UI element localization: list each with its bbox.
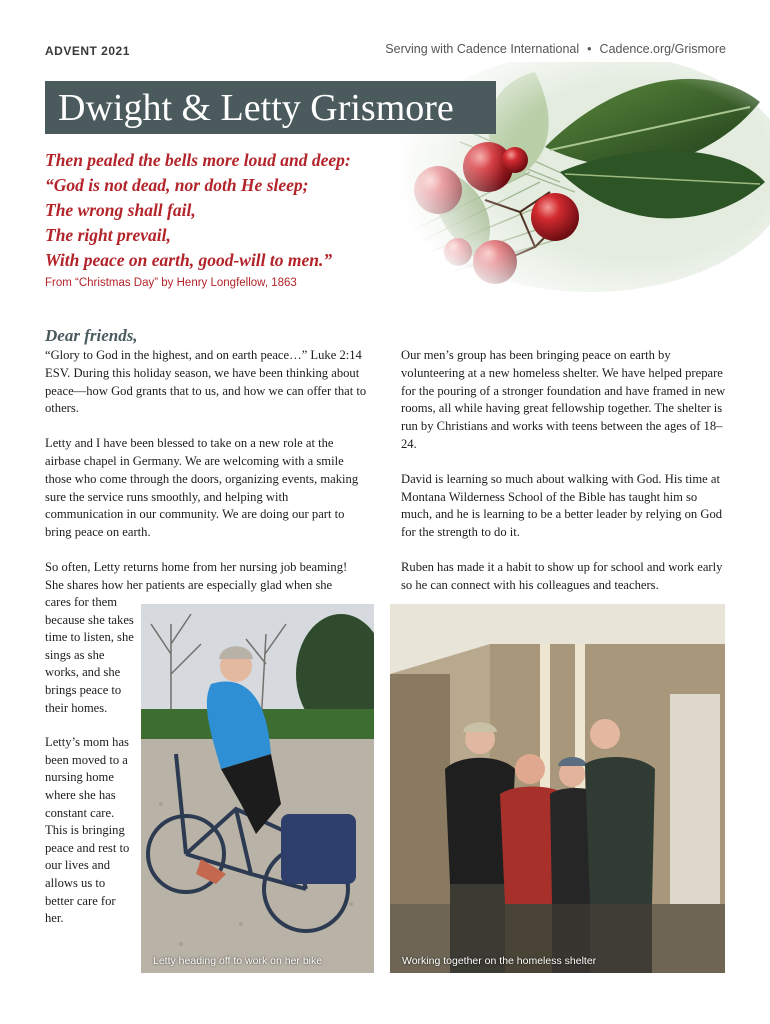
paragraph: Our men’s group has been bringing peace on earth by volunteering at a new homeless shelter. We have helped prepare for the pouring of a stronger foundation and have framed in new rooms, all while having great fellowship together. The shelter is run by Christians and works with teens between the ages of 18–24. [401,348,726,451]
poem-line: The right prevail, [45,225,171,245]
paragraph: Ruben has made it a habit to show up for school and work early so he can connect with his colleagues and teachers. [401,559,723,592]
paragraph: Letty and I have been blessed to take on a new role at the airbase chapel in Germany. We are welcoming with a smile those who come through the doors, organizing events, making sure the service runs smoothly, and helping with communication in our community. We are doing our part to bring peace on earth. [45,436,359,540]
paragraph: “Glory to God in the highest, and on earth peace…” Luke 2:14 ESV. During this holiday season, we have been thinking about peace—how God grants that to us, and how we can offer that to others. [45,348,367,416]
paragraph: Letty’s mom has been moved to a nursing home where she has constant care. This is bringing peace and rest to our lives and allows us to better care for her. [45,735,130,926]
letter-wrap-column [45,594,135,945]
letter-left-column [45,347,367,595]
poem-line: Then pealed the bells more loud and deep: [45,150,351,170]
poem-line: The wrong shall fail, [45,200,196,220]
org-label: Serving with Cadence International [385,42,580,56]
poem-line: “God is not dead, nor doth He sleep; [45,175,309,195]
paragraph: cares for them because she takes time to listen, she sings as she works, and she brings peace to their homes. [45,595,134,715]
shelter-photo [390,604,725,973]
website-link[interactable]: Cadence.org/Grismore [599,42,726,56]
shelter-photo-caption: Working together on the homeless shelter [402,955,597,967]
page-title: Dwight & Letty Grismore [58,87,454,129]
issue-label: ADVENT 2021 [45,44,130,58]
paragraph: David is learning so much about walking with God. His time at Montana Wilderness School of the Bible has taught him so much, and he is learning to be a better leader by relying on God for the strength to do it. [401,471,723,540]
bike-photo [141,604,374,973]
paragraph: So often, Letty returns home from her nursing job beaming! She shares how her patients are especially glad when she [45,559,348,592]
poem-line: With peace on earth, good-will to men.” [45,250,333,270]
separator: • [587,42,592,56]
header-info [385,42,726,56]
salutation: Dear friends, [45,326,138,345]
poem [45,148,445,273]
poem-attribution: From “Christmas Day” by Henry Longfellow, 1863 [45,277,297,289]
letter-right-column [401,347,726,612]
bike-photo-caption: Letty heading off to work on her bike [153,955,323,967]
